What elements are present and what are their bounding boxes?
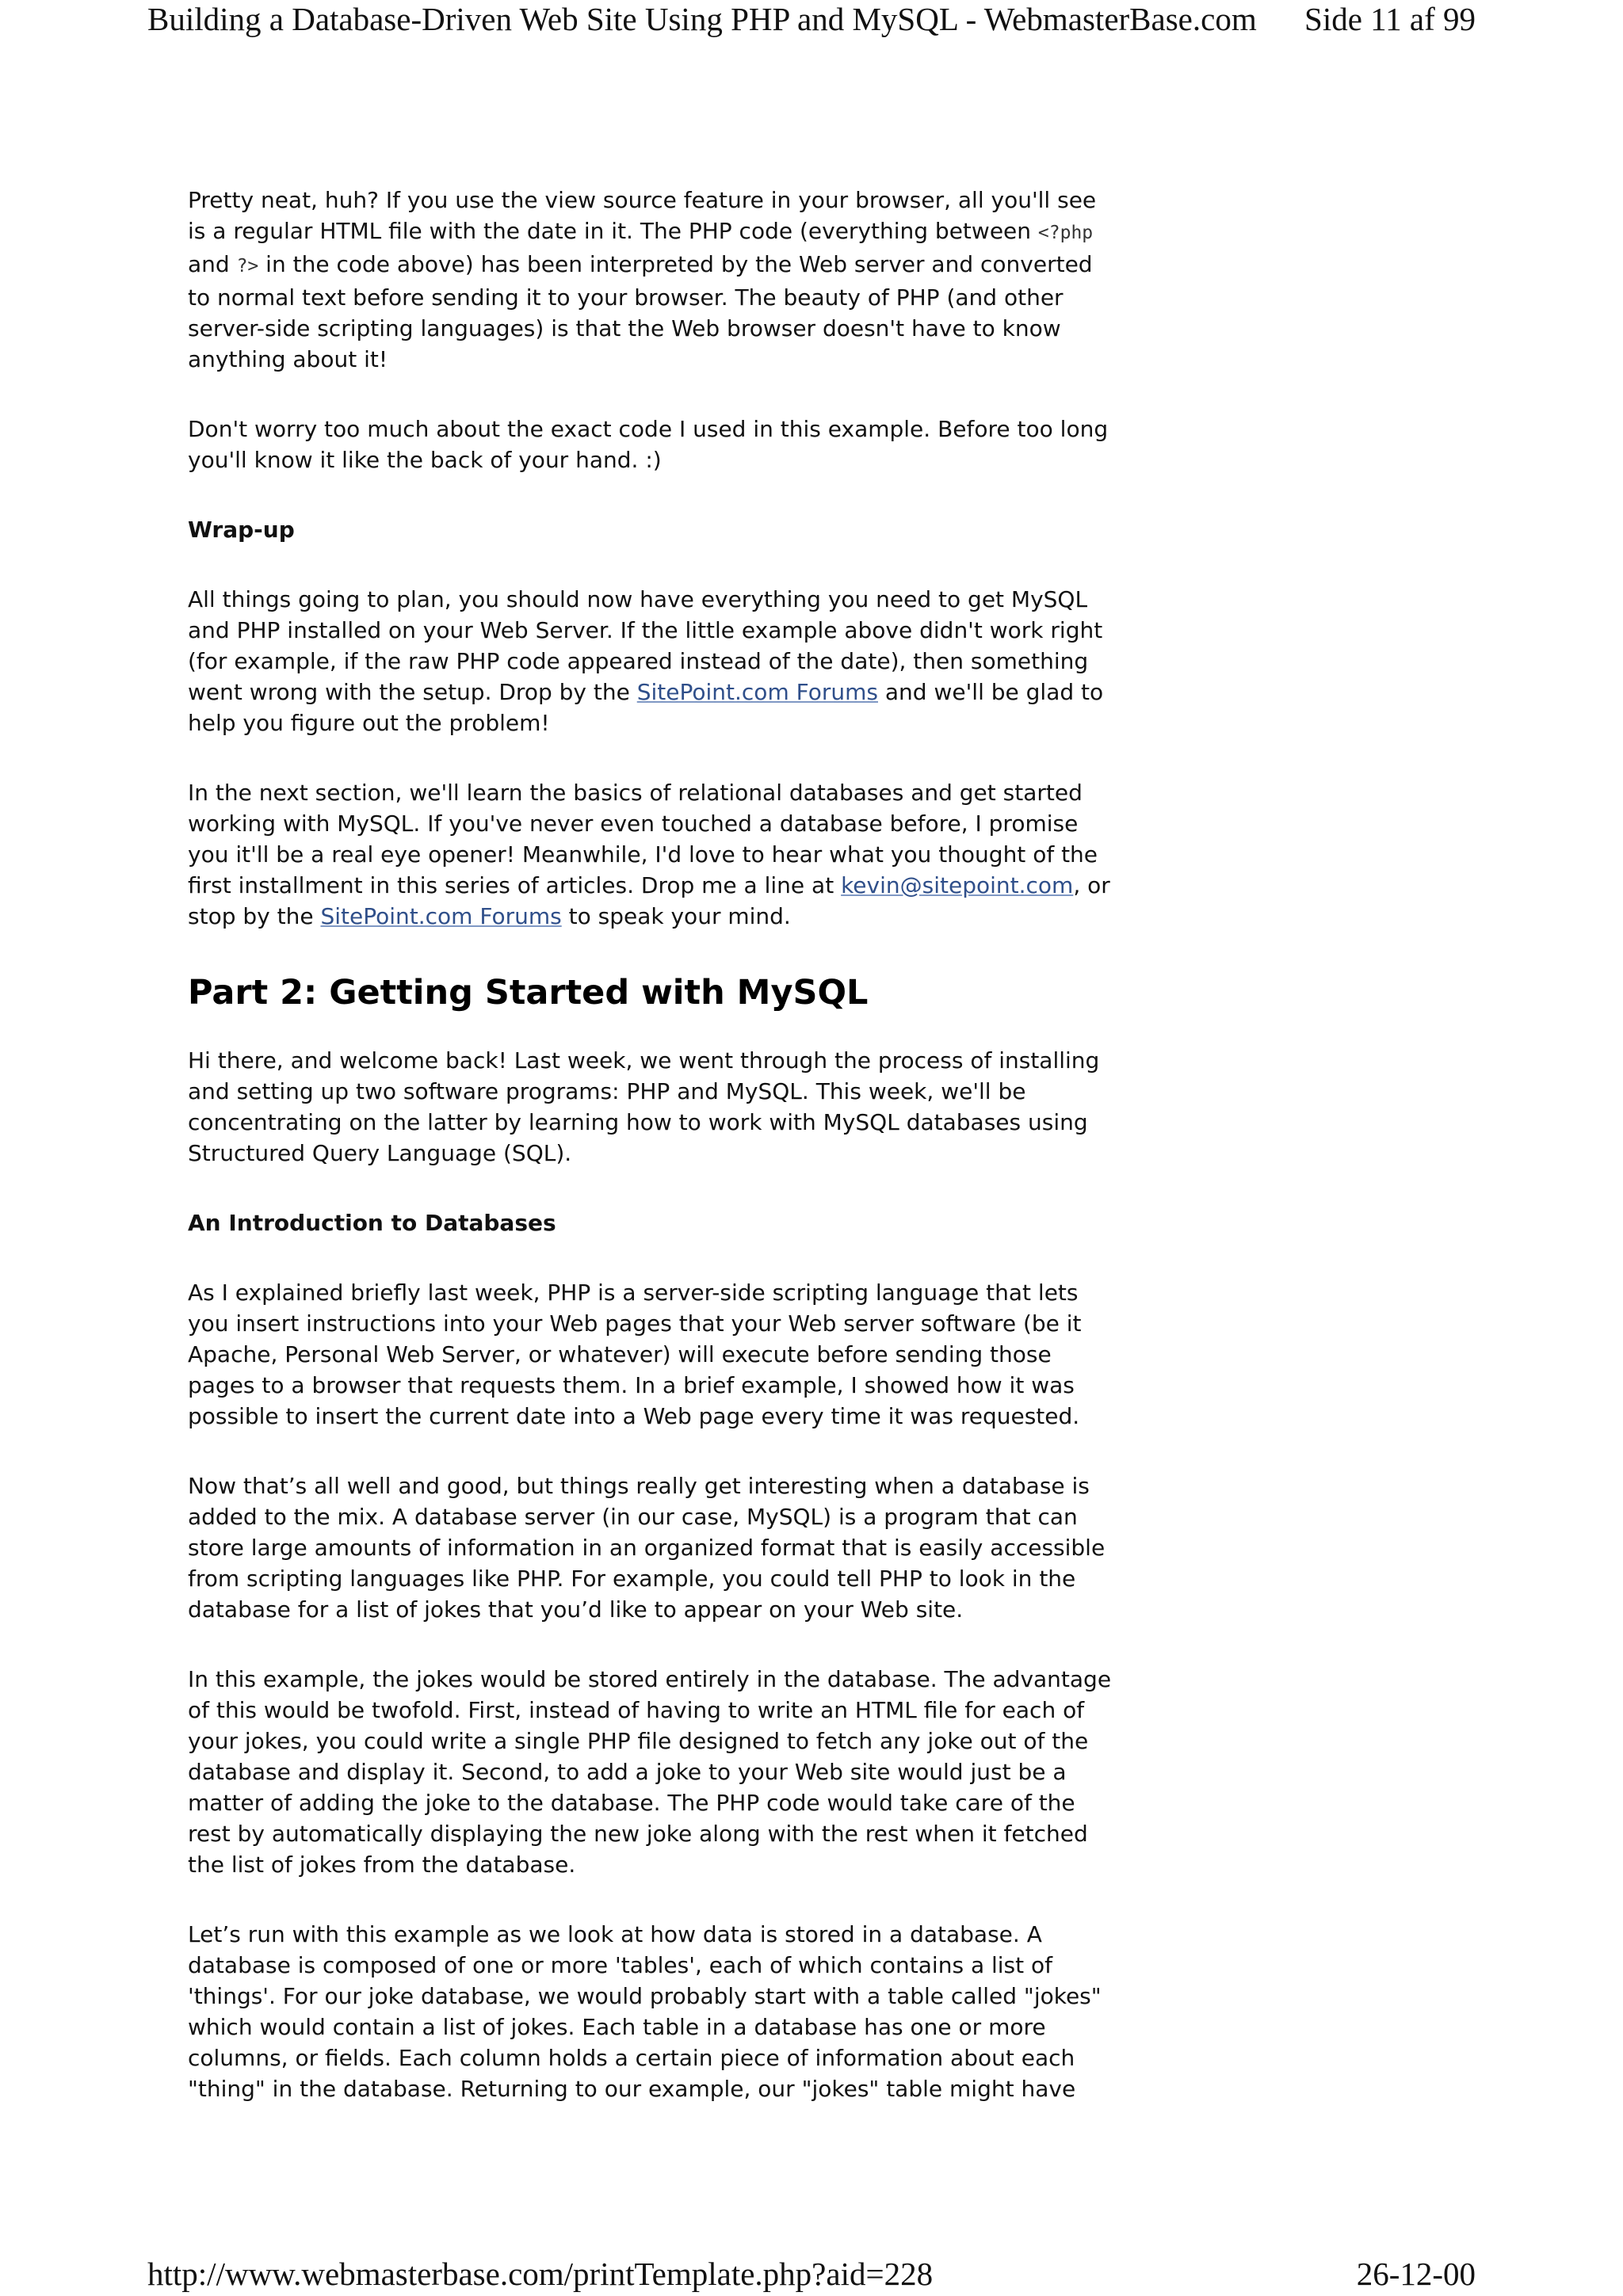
email-link[interactable]: kevin@sitepoint.com — [841, 872, 1074, 898]
paragraph-jokes-example: In this example, the jokes would be stored entirely in the database. The advantage of this would be twofold. First, instead of having to write an HTML file for each of your jokes, you could write a single PHP file designed to fetch any joke out of the database and display it. Second, to add a joke to your Web site would just be a matter of adding the joke to the database. The PHP code would take care of the rest by automatically displaying the new joke along with the rest when it fetched the list of jokes from the database. — [188, 1666, 1112, 1878]
article-body — [188, 185, 1123, 2143]
code-php-close-tag: ?> — [236, 256, 259, 277]
section-heading-wrap-up: Wrap-up — [188, 517, 295, 543]
paragraph-php-explained: As I explained briefly last week, PHP is a server-side scripting language that lets you insert instructions into your Web pages that your Web server software (be it Apache, Personal Web Server, or whatever) will execute before sending those pages to a browser that requests them. In a brief example, I showed how it was possible to insert the current date into a Web page every time it was requested. — [188, 1280, 1082, 1429]
section-heading-intro-databases: An Introduction to Databases — [188, 1210, 556, 1236]
document-title: Building a Database-Driven Web Site Using PHP and MySQL - WebmasterBase.com — [147, 1, 1257, 37]
sitepoint-forums-link[interactable]: SitePoint.com Forums — [320, 903, 562, 929]
sitepoint-forums-link[interactable]: SitePoint.com Forums — [636, 679, 878, 705]
paragraph-next-section: In the next section, we'll learn the basics of relational databases and get started working with MySQL. If you've never even touched a database before, I promise you it'll be a real eye opener! Meanwhile, I'd love to hear what you thought of the first installment in this series of articles. Drop me a line at kevin@sitepoint.com, or stop by the SitePoint.com Forums to speak your mind. — [188, 780, 1110, 929]
paragraph-all-things: All things going to plan, you should now have everything you need to get MySQL and PHP installed on your Web Server. If the little example above didn't work right (for example, if the raw PHP code appeared instead of the date), then something went wrong with the setup. Drop by the SitePoint.com Forums and we'll be glad to help you figure out the problem! — [188, 586, 1104, 736]
print-header — [147, 0, 1476, 40]
paragraph-view-source: Pretty neat, huh? If you use the view source feature in your browser, all you'll see is a regular HTML file with the date in it. The PHP code (everything between <?php and ?> in the code above) has been interpreted by the Web server and converted to normal text before sending it to your browser. The beauty of PHP (and other server-side scripting languages) is that the Web browser doesn't have to know anything about it! — [188, 187, 1097, 372]
paragraph-dont-worry: Don't worry too much about the exact code I used in this example. Before too long you'll know it like the back of your hand. :) — [188, 416, 1109, 473]
source-url: http://www.webmasterbase.com/printTemplate.php?aid=228 — [147, 2256, 934, 2292]
paragraph-welcome-back: Hi there, and welcome back! Last week, we went through the process of installing and setting up two software programs: PHP and MySQL. This week, we'll be concentrating on the latter by learning how to work with MySQL databases using Structured Query Language (SQL). — [188, 1047, 1100, 1166]
part-2-heading: Part 2: Getting Started with MySQL — [188, 973, 869, 1013]
print-footer — [147, 2255, 1476, 2296]
page-number: Side 11 af 99 — [1304, 1, 1476, 37]
code-php-open-tag: <?php — [1037, 223, 1094, 243]
paragraph-tables: Let’s run with this example as we look at how data is stored in a database. A database is composed of one or more 'tables', each of which contains a list of 'things'. For our joke database, we would probably start with a table called "jokes" which would contain a list of jokes. Each table in a database has one or more columns, or fields. Each column holds a certain piece of information about each "thing" in the database. Returning to our example, our "jokes" table might have — [188, 1921, 1102, 2102]
print-date: 26-12-00 — [1356, 2256, 1476, 2292]
paragraph-database-mix: Now that’s all well and good, but things really get interesting when a database is added to the mix. A database server (in our case, MySQL) is a program that can store large amounts of information in an organized format that is easily accessible from scripting languages like PHP. For example, you could tell PHP to look in the database for a list of jokes that you’d like to appear on your Web site. — [188, 1473, 1106, 1623]
